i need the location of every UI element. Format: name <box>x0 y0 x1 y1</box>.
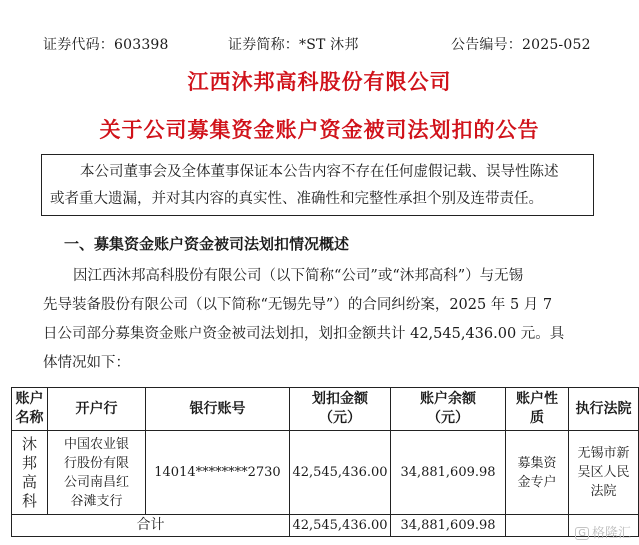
cell-bank: 中国农业银 行股份有限 公司南昌红 谷滩支行 <box>48 431 146 515</box>
total-account-balance: 34,881,609.98 <box>391 515 506 537</box>
header-bank: 开户行 <box>48 388 146 431</box>
cell-account-number: 14014********2730 <box>146 431 290 515</box>
cell-account-name: 沐 邦 高 科 <box>12 431 48 515</box>
table-header-row <box>12 388 639 431</box>
cell-account-nature: 募集资 金专户 <box>506 431 569 515</box>
stock-code: 证券代码：603398 <box>43 37 169 53</box>
header-account-number: 银行账号 <box>146 388 290 431</box>
cell-executing-court: 无锡市新 吴区人民 法院 <box>569 431 639 515</box>
paragraph-line: 因江西沐邦高科股份有限公司（以下简称“公司”或“沐邦高科”）与无锡 <box>73 268 524 284</box>
total-empty-cell <box>506 515 569 537</box>
watermark <box>575 522 631 541</box>
section-heading: 一、募集资金账户资金被司法划扣情况概述 <box>64 235 350 253</box>
document-title: 关于公司募集资金账户资金被司法划扣的公告 <box>99 117 540 142</box>
section-paragraph <box>43 262 596 378</box>
paragraph-line: 先导装备股份有限公司（以下简称“无锡先导”）的合同纠纷案，2025 年 5 月 7 <box>43 297 553 313</box>
header-account-name: 账户 名称 <box>12 388 48 431</box>
company-name: 江西沐邦高科股份有限公司 <box>187 69 452 94</box>
announcement-number: 公告编号：2025-052 <box>451 37 591 53</box>
board-statement-line: 本公司董事会及全体董事保证本公告内容不存在任何虚假记载、误导性陈述 <box>80 164 559 180</box>
paragraph-line: 体情况如下： <box>43 355 130 371</box>
board-statement-box <box>41 154 594 216</box>
deduction-table <box>11 387 639 537</box>
header-account-balance: 账户余额 （元） <box>391 388 506 431</box>
header-account-nature: 账户性 质 <box>506 388 569 431</box>
header-deducted-amount: 划扣金额 （元） <box>290 388 391 431</box>
paragraph-line: 日公司部分募集资金账户资金被司法划扣，划扣金额共计 42,545,436.00 元。具 <box>43 326 565 342</box>
table-total-row <box>12 515 639 537</box>
board-statement-line: 或者重大遗漏，并对其内容的真实性、准确性和完整性承担个别及连带责任。 <box>50 191 543 207</box>
header-executing-court: 执行法院 <box>569 388 639 431</box>
table-row <box>12 431 639 515</box>
stock-abbreviation: 证券简称：*ST 沐邦 <box>228 37 359 53</box>
cell-account-balance: 34,881,609.98 <box>391 431 506 515</box>
cell-deducted-amount: 42,545,436.00 <box>290 431 391 515</box>
total-label: 合计 <box>12 515 290 537</box>
total-deducted-amount: 42,545,436.00 <box>290 515 391 537</box>
watermark-logo-icon: G <box>575 527 589 540</box>
watermark-text: 格隆汇 <box>591 526 631 541</box>
